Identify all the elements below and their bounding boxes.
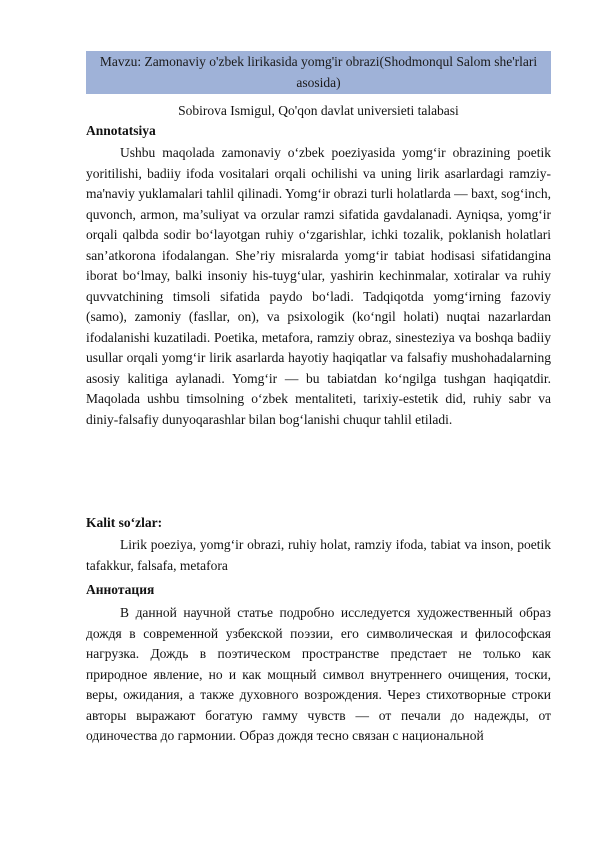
russian-annotation-text: В данной научной статье подробно исследуется художественный образ дождя в современной узбекской поэзии, его символическая и философская нагрузка. Дождь в поэтическом пространстве предстает не только как природное явление, но и как мощный символ внутреннего очищения, тоски, веры, ожидания, а также духовного возрождения. Через стихотворные строки авторы выражают богатую гамму чувств — от печали до надежды, от одиночества до гармонии. Образ дождя тесно связан с национальной	[86, 605, 551, 743]
annotation-text: Ushbu maqolada zamonaviy o‘zbek poeziyasida yomg‘ir obrazining poetik yoritilishi, badiiy ifoda vositalari orqali ochilishi va uning lirik asarlardagi ramziy-ma'naviy yuklamalari tahlil qilinadi. Yomg‘ir obrazi turli holatlarda — baxt, sog‘inch, quvonch, armon, ma’suliyat va orzular ramzi sifatida gavdalanadi. Ayniqsa, yomg‘ir orqali qalbda sodir bo‘layotgan ruhiy o‘zgarishlar, ichki tozalik, poklanish holatlari san’atkorona ifodalangan. She’riy misralarda yomg‘ir tabiat hodisasi sifatidangina iborat bo‘lmay, balki insoniy his-tuyg‘ular, yashirin kechinmalar, xotiralar va ruhiy quvvatchining timsoli sifatida paydo bo‘ladi. Tadqiqotda yomg‘irning fazoviy (samo), zamoniy (fasllar, on), va psixologik (ko‘ngil holati) nuqtai nazarlardan ifodalanishi kuzatiladi. Poetika, metafora, ramziy obraz, sinesteziya va boshqa badiiy usullar orqali yomg‘ir lirik asarlarda hayotiy haqiqatlar va falsafiy mushohadalarning asosiy kalitiga aylanadi. Yomg‘ir — bu tabiatdan ko‘ngilga tushgan haqiqatdir. Maqolada ushbu timsolning o‘zbek mentaliteti, tarixiy-estetik did, ruhiy sabr va diniy-falsafiy dunyoqarashlar bilan bog‘lanishi chuqur tahlil etiladi.	[86, 145, 551, 427]
annotation-heading: Annotatsiya	[86, 123, 156, 138]
author-line: Sobirova Ismigul, Qo'qon davlat universieti talabasi	[178, 103, 459, 118]
article-title: Mavzu: Zamonaviy o'zbek lirikasida yomg'ir obrazi(Shodmonqul Salom she'rlari asosida)	[86, 51, 551, 94]
keywords-heading: Kalit so‘zlar:	[86, 515, 163, 530]
keywords-text: Lirik poeziya, yomg‘ir obrazi, ruhiy holat, ramziy ifoda, tabiat va inson, poetik tafakkur, falsafa, metafora	[86, 537, 551, 573]
russian-annotation-heading: Аннотация	[86, 582, 155, 597]
